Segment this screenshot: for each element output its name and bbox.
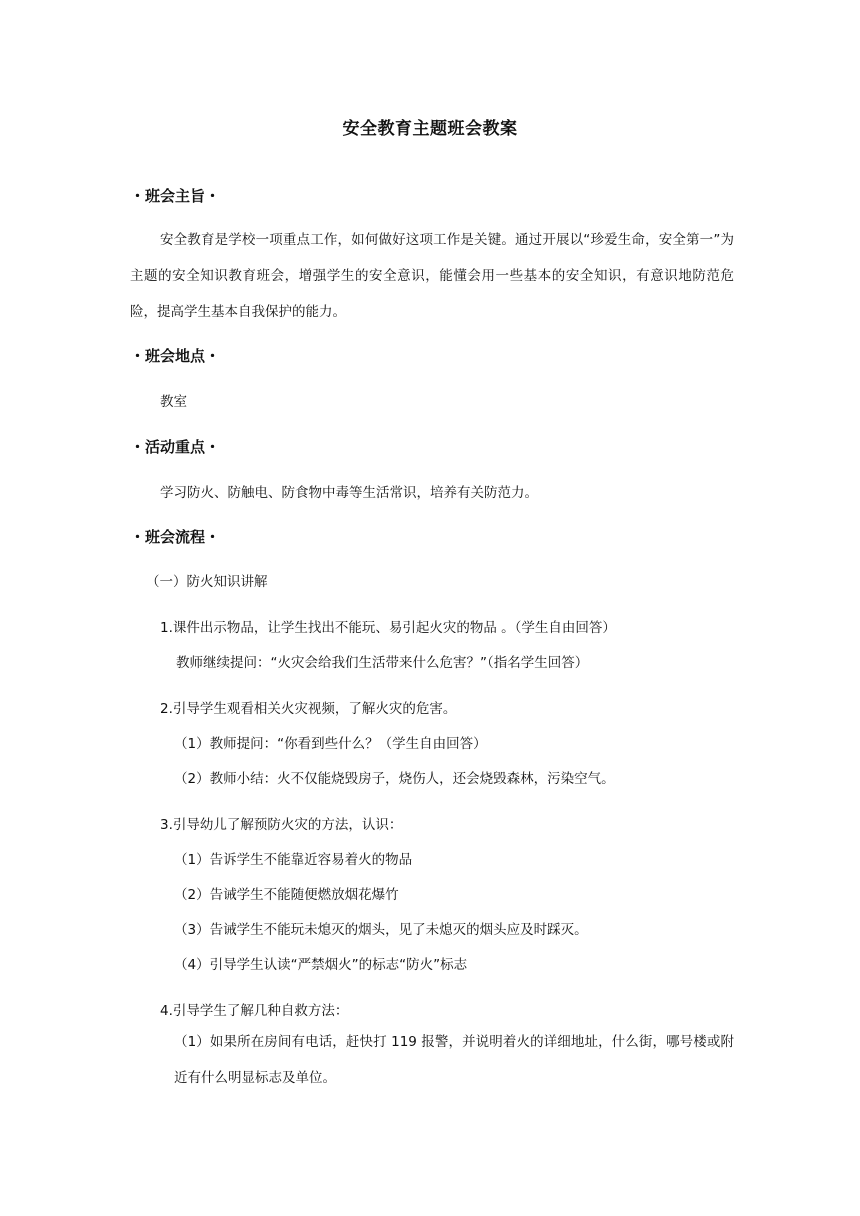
step4-item-text: （1）如果所在房间有电话，赶快打 119 报警，并说明着火的详细地址，什么街，哪号楼或附近有什么明显标志及单位。 bbox=[174, 1034, 734, 1086]
step3-item: （3）告诫学生不能玩未熄灭的烟头，见了未熄灭的烟头应及时踩灭。 bbox=[174, 922, 588, 938]
page-title: 安全教育主题班会教案 bbox=[342, 119, 518, 139]
focus-text: 学习防火、防触电、防食物中毒等生活常识，培养有关防范力。 bbox=[160, 485, 538, 501]
section-heading-process: ・班会流程・ bbox=[130, 528, 221, 546]
section-heading-purpose: ・班会主旨・ bbox=[130, 187, 221, 205]
step3-item: （2）告诫学生不能随便燃放烟花爆竹 bbox=[174, 887, 399, 903]
step3-item: （4）引导学生认读“严禁烟火”的标志“防火”标志 bbox=[174, 957, 468, 973]
purpose-paragraph: 安全教育是学校一项重点工作，如何做好这项工作是关键。通过开展以“珍爱生命，安全第一”为主题的安全知识教育班会，增强学生的安全意识，能懂会用一些基本的安全知识，有意识地防范危险，提高学生基本自我保护的能力。 bbox=[130, 232, 734, 320]
step4-text: 4.引导学生了解几种自救方法： bbox=[160, 1003, 349, 1019]
part1-title: （一）防火知识讲解 bbox=[146, 574, 268, 590]
location-text: 教室 bbox=[160, 394, 187, 410]
step1-follow-text: 教师继续提问：“火灾会给我们生活带来什么危害？”（指名学生回答） bbox=[176, 655, 589, 671]
step2-item: （1）教师提问：“你看到些什么？（学生自由回答） bbox=[174, 736, 487, 752]
step1-text: 1.课件出示物品，让学生找出不能玩、易引起火灾的物品 。（学生自由回答） bbox=[160, 620, 616, 636]
section-heading-focus: ・活动重点・ bbox=[130, 438, 221, 456]
step3-text: 3.引导幼儿了解预防火灾的方法，认识： bbox=[160, 817, 403, 833]
step2-text: 2.引导学生观看相关火灾视频，了解火灾的危害。 bbox=[160, 701, 457, 717]
step2-item: （2）教师小结：火不仅能烧毁房子，烧伤人，还会烧毁森林，污染空气。 bbox=[174, 771, 615, 787]
step3-item: （1）告诉学生不能靠近容易着火的物品 bbox=[174, 852, 413, 868]
section-heading-location: ・班会地点・ bbox=[130, 347, 221, 365]
step4-item bbox=[174, 1024, 734, 1096]
